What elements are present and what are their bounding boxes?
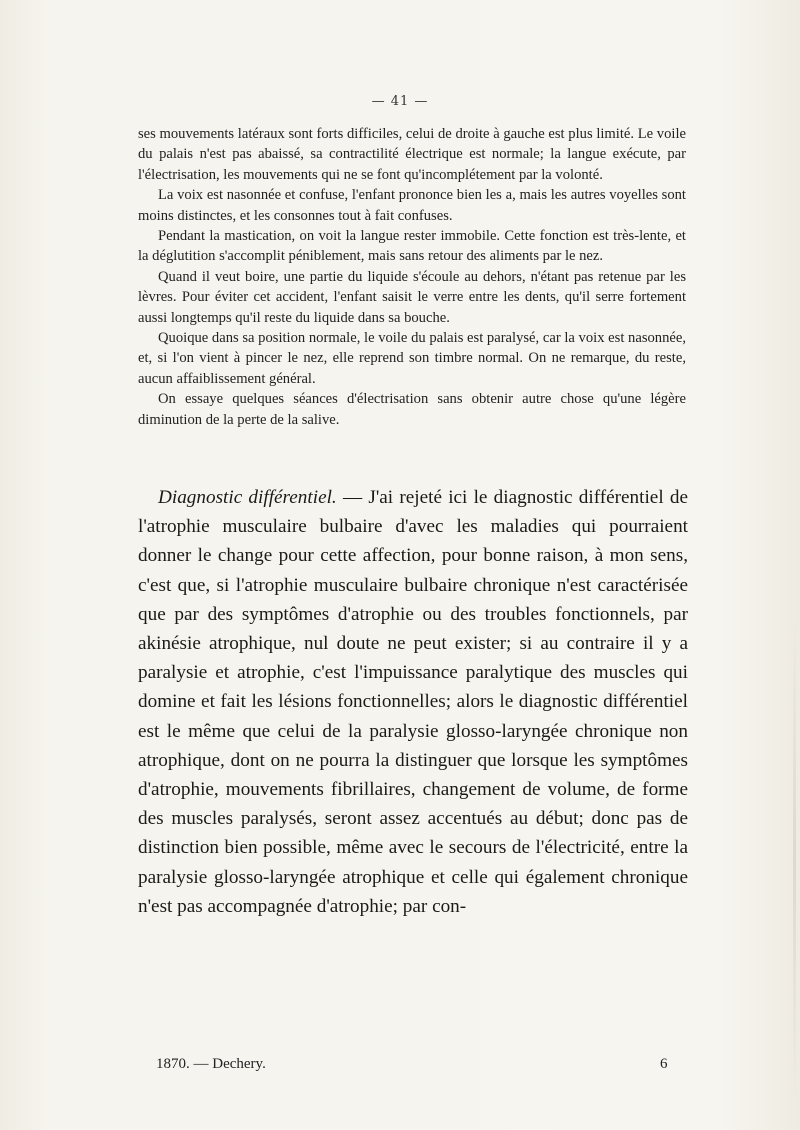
sheet-number: 6 xyxy=(660,1056,668,1072)
paragraph: ses mouvements latéraux sont forts difficiles, celui de droite à gauche est plus limité. Le voile du palais n'est pas abaissé, sa contractilité électrique est normale; la langue exécute, par l'électrisation, les mouvements qui ne se font qu'incomplétement par la volonté. xyxy=(138,126,686,183)
paragraph: La voix est nasonnée et confuse, l'enfant prononce bien les a, mais les autres voyelles sont moins distinctes, et les consonnes tout à fait confuses. xyxy=(138,187,686,224)
case-report-text xyxy=(138,124,686,430)
page-edge-shadow xyxy=(793,620,796,1100)
signature-mark: 1870. — Dechery. xyxy=(156,1056,266,1072)
paragraph: Quoique dans sa position normale, le voile du palais est paralysé, car la voix est nasonnée, et, si l'on vient à pincer le nez, elle reprend son timbre normal. On ne remarque, du reste, aucun affaiblissement général. xyxy=(138,330,686,387)
section-heading: Diagnostic différentiel. xyxy=(158,487,337,508)
page-number-header: — 41 — xyxy=(371,94,429,109)
paragraph: Quand il veut boire, une partie du liquide s'écoule au dehors, n'étant pas retenue par les lèvres. Pour éviter cet accident, l'enfant saisit le verre entre les dents, qu'il serre fortement aussi longtemps qu'il reste du liquide dans sa bouche. xyxy=(138,268,686,326)
paragraph: Pendant la mastication, on voit la langue rester immobile. Cette fonction est très-lente, et la déglutition s'accomplit péniblement, mais sans retour des aliments par le nez. xyxy=(138,228,686,265)
paragraph: On essaye quelques séances d'électrisation sans obtenir autre chose qu'une légère diminution de la perte de la salive. xyxy=(138,391,686,428)
diagnostic-paragraph xyxy=(138,483,688,921)
paragraph-body: — J'ai rejeté ici le diagnostic différentiel de l'atrophie musculaire bulbaire d'avec les maladies qui pourraient donner le change pour cette affection, pour bonne raison, à mon sens, c'est que, si l'atrophie musculaire bulbaire chronique n'est caractérisée que par des symptômes d'atrophie ou des troubles fonctionnels, par akinésie atrophique, nul doute ne peut exister; si au contraire il y a paralysie et atrophie, c'est l'impuissance paralytique des muscles qui domine et fait les lésions fonctionnelles; alors le diagnostic différentiel est le même que celui de la paralysie glosso-laryngée chronique non atrophique, dont on ne pourra la distinguer que lorsque les symptômes d'atrophie, mouvements fibrillaires, changement de volume, de forme des muscles paralysés, seront assez accentués au début; donc pas de distinction bien possible, même avec le secours de l'électricité, entre la paralysie glosso-laryngée atrophique et celle qui également chronique n'est pas accompagnée d'atrophie; par con- xyxy=(138,487,688,917)
main-text xyxy=(138,483,688,921)
